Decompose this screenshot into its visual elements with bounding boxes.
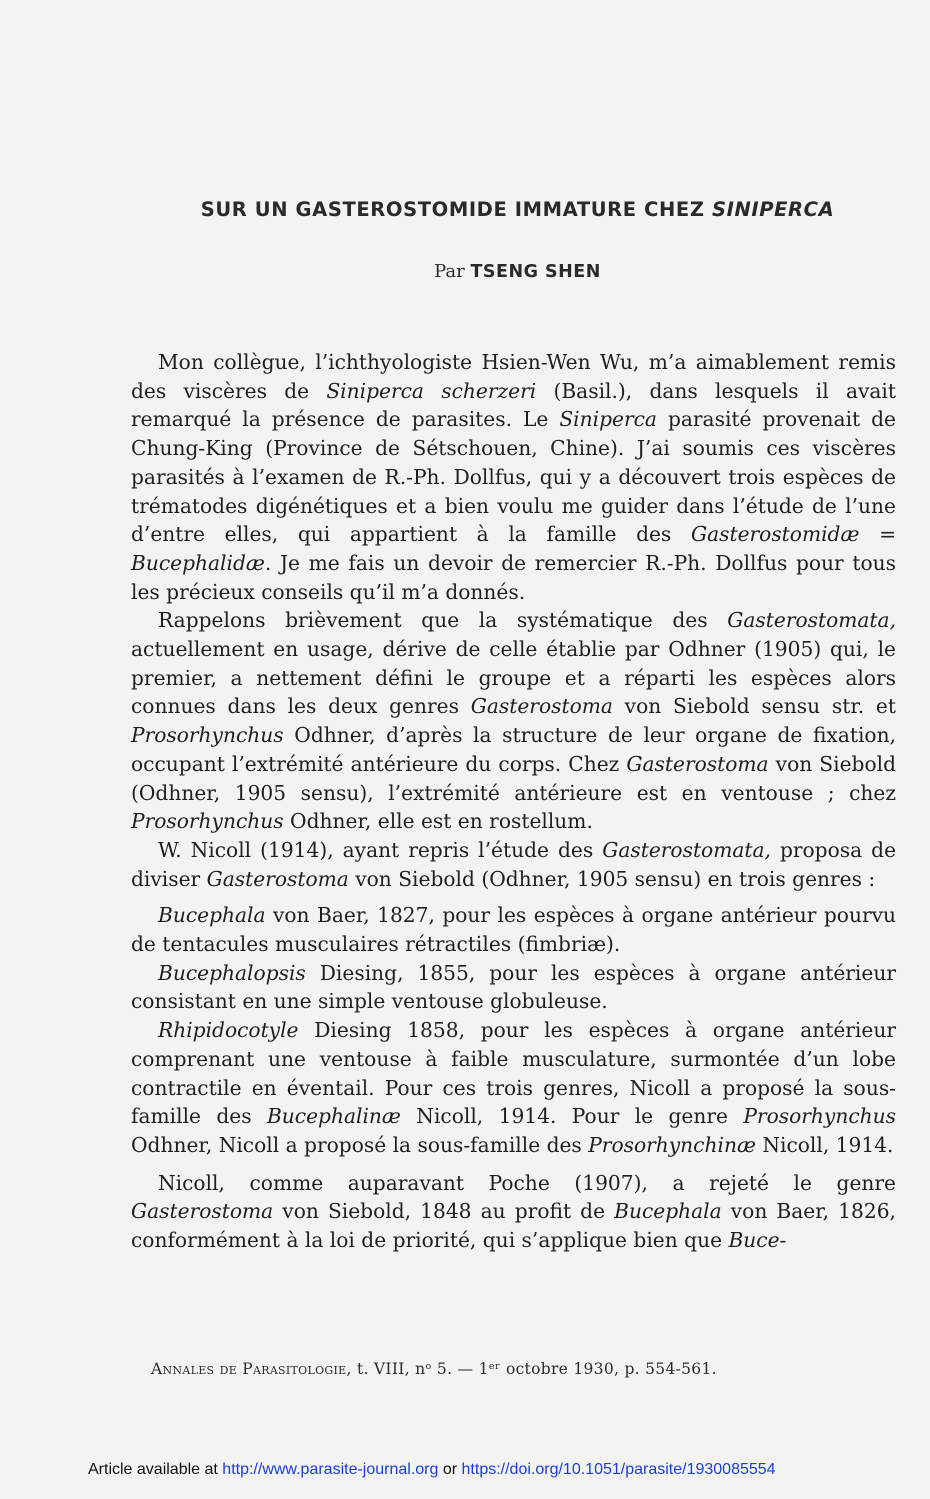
text-run: parasité provenait de Chung-King (Province de Sétschouen, Chine). J’ai soumis ces viscères parasités à l’examen de R.-Ph. Dollfus, qui y a découvert trois espèces de trématodes digénétiques et a bien voulu me guider dans l’étude de l’une d’entre elles, qui appartient à la famille des (131, 407, 896, 547)
italic-term: Gasterostoma (626, 751, 769, 776)
text-run: (Basil.), dans lesquels il avait remarqué la présence de parasites. Le (131, 378, 896, 432)
article-title (0, 198, 930, 221)
italic-term: Prosorhynchinæ (588, 1132, 756, 1157)
journal-issue: t. VIII, nᵒ 5. — 1ᵉʳ octobre 1930, p. 554-561. (356, 1360, 717, 1378)
text-run: W. Nicoll (1914), ayant repris l’étude des (158, 837, 603, 862)
availability-or: or (438, 1461, 462, 1478)
text-run: Diesing 1858, pour les espèces à organe antérieur comprenant une ventouse à faible musculature, surmontée d’un lobe contractile en éventail. Pour ces trois genres, Nicoll a proposé la sous-famille des (131, 1018, 896, 1129)
text-run: Nicoll, comme auparavant Poche (1907), a rejeté le genre (158, 1170, 896, 1195)
text-run: von Siebold, 1848 au profit de (273, 1199, 615, 1224)
paragraph (131, 606, 896, 836)
paragraph (131, 959, 896, 1016)
journal-name: Annales de Parasitologie, (151, 1360, 352, 1378)
italic-term: Siniperca scherzeri (326, 378, 537, 403)
text-run: proposa de diviser (131, 837, 897, 891)
italic-term: Gasterostoma (206, 866, 349, 891)
italic-term: Gasterostoma (131, 1199, 274, 1224)
italic-term: Prosorhynchus (131, 723, 284, 748)
title-genus: SINIPERCA (711, 198, 835, 221)
italic-term: Buce- (728, 1228, 787, 1253)
italic-term: Rhipidocotyle (158, 1018, 299, 1043)
paragraph (131, 901, 896, 958)
text-run: von Siebold sensu str. et (612, 694, 896, 719)
italic-term: Gasterostoma (470, 694, 613, 719)
italic-term: Gasterostomata, (727, 608, 896, 633)
italic-term: Bucephalinæ (266, 1104, 401, 1129)
text-run: = (859, 522, 896, 547)
text-run: Rappelons brièvement que la systématique des (158, 608, 728, 633)
availability-prefix: Article available at (88, 1461, 223, 1478)
paragraph (131, 348, 896, 606)
text-run: Odhner, elle est en rostellum. (283, 809, 593, 834)
italic-term: Prosorhynchus (743, 1104, 896, 1129)
text-run: actuellement en usage, dérive de celle établie par Odhner (1905) qui, le premier, a nettement défini le groupe et a réparti les espèces alors connues dans les deux genres (131, 637, 896, 719)
text-run: von Siebold (Odhner, 1905 sensu), l’extrémité antérieure est en ventouse ; chez (131, 751, 896, 805)
text-run: . Je me fais un devoir de remercier R.-Ph. Dollfus pour tous les précieux conseils qu’il m’a donnés. (131, 550, 896, 604)
text-run: von Baer, 1826, conformément à la loi de priorité, qui s’applique bien que (131, 1199, 896, 1253)
author-name: TSENG SHEN (470, 262, 601, 282)
doi-link[interactable]: https://doi.org/10.1051/parasite/1930085554 (461, 1461, 776, 1478)
journal-reference (151, 1360, 871, 1378)
italic-term: Gasterostomidæ (690, 522, 860, 547)
paragraph (131, 836, 896, 893)
availability-line (88, 1461, 848, 1479)
body-text (131, 348, 896, 1255)
text-run: von Baer, 1827, pour les espèces à organe antérieur pourvu de tentacules musculaires rétractiles (fimbriæ). (131, 903, 896, 957)
text-run: Diesing, 1855, pour les espèces à organe antérieur consistant en une simple ventouse globuleuse. (131, 960, 896, 1014)
text-run: von Siebold (Odhner, 1905 sensu) en trois genres : (348, 866, 876, 891)
italic-term: Bucephala (614, 1199, 722, 1224)
text-run: Mon collègue, l’ichthyologiste Hsien-Wen Wu, m’a aimablement remis des viscères de (131, 350, 896, 403)
title-text: SUR UN GASTEROSTOMIDE IMMATURE CHEZ (200, 198, 705, 221)
italic-term: Bucephalidæ (131, 550, 265, 575)
byline (0, 261, 930, 282)
byline-prefix: Par (434, 261, 465, 282)
journal-link[interactable]: http://www.parasite-journal.org (222, 1461, 439, 1478)
text-run: Nicoll, 1914. (755, 1132, 894, 1157)
italic-term: Bucephala (158, 903, 266, 928)
italic-term: Gasterostomata, (602, 837, 771, 862)
italic-term: Siniperca (559, 407, 657, 432)
italic-term: Bucephalopsis (158, 960, 306, 985)
text-run: Odhner, Nicoll a proposé la sous-famille des (131, 1132, 589, 1157)
italic-term: Prosorhynchus (131, 809, 284, 834)
paragraph (131, 1016, 896, 1160)
text-run: Nicoll, 1914. Pour le genre (400, 1104, 744, 1129)
paragraph (131, 1169, 896, 1255)
text-run: Odhner, d’après la structure de leur organe de fixation, occupant l’extrémité antérieure du corps. Chez (131, 723, 896, 776)
